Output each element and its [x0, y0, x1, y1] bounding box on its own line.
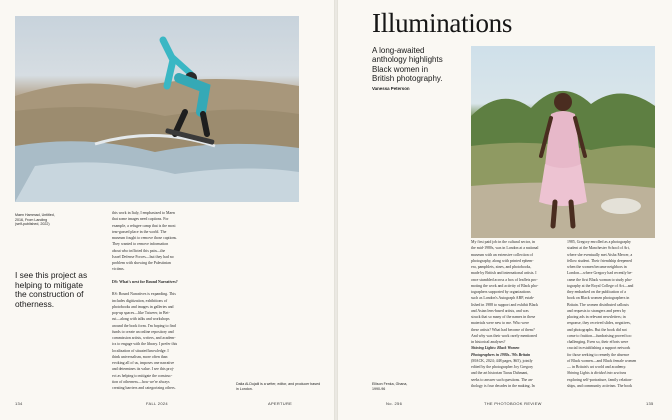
left-issue-label: FALL 2024 [146, 401, 168, 406]
right-photo-caption: Ellison Fenka, Ghana, 1990-96 [372, 382, 408, 391]
interview-question: DS: What's next for Bound Narratives? [112, 279, 178, 284]
left-page [0, 0, 334, 420]
author-bio-caption: Dalia Al-Dujaili is a writer, editor, and producer based in London. [236, 382, 321, 391]
skateboarder-illustration [15, 16, 299, 202]
skateboarder-photo [15, 16, 299, 202]
article-headline: Illuminations [372, 8, 513, 38]
article-byline: Vanessa Peterson [372, 86, 410, 91]
right-page-number: 135 [646, 401, 654, 406]
left-photo-caption: Maen Hammad, Untitled, 2016, From Landing (self-published, 2022) [15, 213, 55, 227]
book-title-cont: Photographers in 1980s–'90s Britain [471, 352, 531, 357]
left-page-number: 134 [15, 401, 23, 406]
right-column-right-text: 1985, Gregory enrolled as a photography student at the Manchester School of Art, where she eventually met Aisha Mercer, a fellow student. Their friendship deepened when the women became neighbors in London—where Gregory had recently be- came the first Black woman to study pho- tography at the Royal College of Art—and they embarked on the publication of a book on Black women photographers in Britain. The women distributed callouts and requests to strangers and peers by placing ads in relevant newsletters; in response, they received slides, negatives, and photographs. But the book did not come to fruition—fundraising proved too challenging. Even so, their efforts were crucial in establishing a support network for those seeking to remedy the absence of Black women—and Black female women — in Britain's art world and academy. Shining Lights is divided into sections exploring self-portraiture, family relation- ships, and community activism. The book [567, 240, 637, 388]
article-deck: A long-awaited anthology highlights Black women in British photography. [372, 46, 443, 84]
magazine-name: APERTURE [268, 401, 293, 406]
book-title: Shining Lights: Black Women [471, 346, 520, 351]
left-column-text: this work in Italy, I emphasized to Maen that some images need captions. For example, a refugee camp that is the most tear-gassed place in the world. The museum fought to remove those captions. They wanted to remove information about who inflicted this pain—the Israel Defense Forces—but they had no problem with showing the Palestinian victims. DS: What's next for Bound Narratives? RS: Bound Narratives is expanding. This includes digitization, exhibitions of photobooks and images in galleries and pop-up spaces—like Tatweer, in Bei- rut—along with talks and workshops around the book form. I'm hoping to find funds to create an online repository and commission artists, writers, and academ- ics to engage with the library. I prefer this localization of situated knowledge. I think universalism, more often than evoking all of us, imposes one narrative and determines its value. I see this proj- ect as helping to mitigate the construc- tion of otherness—how we're always creating barriers and categorizing others. [112, 210, 222, 391]
woman-portrait-photo [471, 46, 655, 238]
section-title: THE PHOTOBOOK REVIEW [484, 401, 542, 406]
portrait-illustration [471, 46, 655, 238]
right-column-left-text: My first paid job in the cultural sector, in the mid-1980s, was in London at a national museum with an extensive collection of photography, along with printed ephem- era, pamphlets, zines, and photobooks, made by British and international artists. I once stumbled across a box of leaflets pro- moting the work and activity of Black pho- tographers supported by organizations such as London's Autograph ABP, estab- lished in 1988 to support and exhibit Black and Asian lens-based artists, and was struck that so many of the names in these materials were new to me. Who were these artists? What had become of them? And why was their work rarely mentioned in historical analyses? Shining Lights: Black Women Photographers in 1980s–'90s Britain (MACK, 2024; 448 pages, $65), jointly edited by the photographer Joy Gregory and the art historian Taous Dahmani, seeks to answer such questions. The an- thology is four decades in the making. In [471, 239, 566, 389]
issue-number: No. 256 [386, 401, 403, 406]
pull-quote: I see this project as helping to mitigate the construction of otherness. [15, 270, 88, 309]
